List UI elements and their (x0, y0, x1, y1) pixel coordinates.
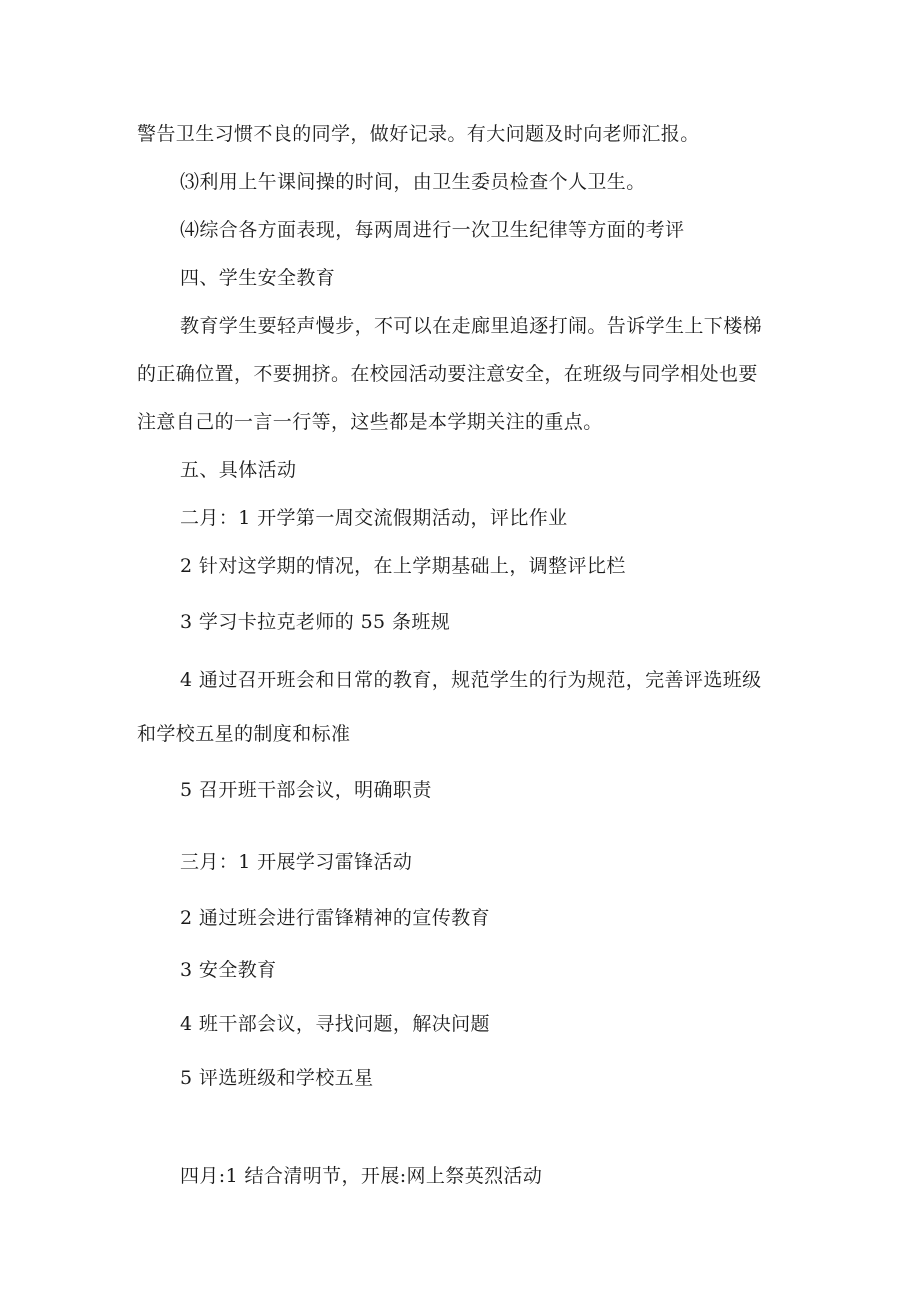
list-item: 5 评选班级和学校五星 (180, 1067, 374, 1089)
list-item: 3 安全教育 (180, 959, 277, 981)
paragraph-line: ⑷综合各方面表现，每两周进行一次卫生纪律等方面的考评 (180, 219, 685, 241)
list-item: 5 召开班干部会议，明确职责 (180, 779, 432, 801)
section-heading: 五、具体活动 (180, 459, 297, 481)
list-item: 2 针对这学期的情况，在上学期基础上，调整评比栏 (180, 555, 626, 577)
paragraph-line: 教育学生要轻声慢步，不可以在走廊里追逐打闹。告诉学生上下楼梯 (180, 315, 763, 337)
list-item: 3 学习卡拉克老师的 55 条班规 (180, 611, 451, 633)
list-item: 4 通过召开班会和日常的教育，规范学生的行为规范，完善评选班级 (180, 669, 762, 691)
section-heading: 四、学生安全教育 (180, 267, 336, 289)
paragraph-line: ⑶利用上午课间操的时间，由卫生委员检查个人卫生。 (180, 171, 646, 193)
list-item: 2 通过班会进行雷锋精神的宣传教育 (180, 907, 490, 929)
list-item: 4 班干部会议，寻找问题，解决问题 (180, 1013, 490, 1035)
list-item: 二月：1 开学第一周交流假期活动，评比作业 (180, 507, 568, 529)
list-item-continued: 和学校五星的制度和标准 (137, 723, 351, 745)
paragraph-line: 注意自己的一言一行等，这些都是本学期关注的重点。 (137, 411, 603, 433)
list-item: 四月:1 结合清明节，开展:网上祭英烈活动 (180, 1165, 543, 1187)
list-item: 三月：1 开展学习雷锋活动 (180, 851, 413, 873)
paragraph-line: 的正确位置，不要拥挤。在校园活动要注意安全，在班级与同学相处也要 (137, 363, 758, 385)
paragraph-line: 警告卫生习惯不良的同学，做好记录。有大问题及时向老师汇报。 (137, 123, 700, 145)
